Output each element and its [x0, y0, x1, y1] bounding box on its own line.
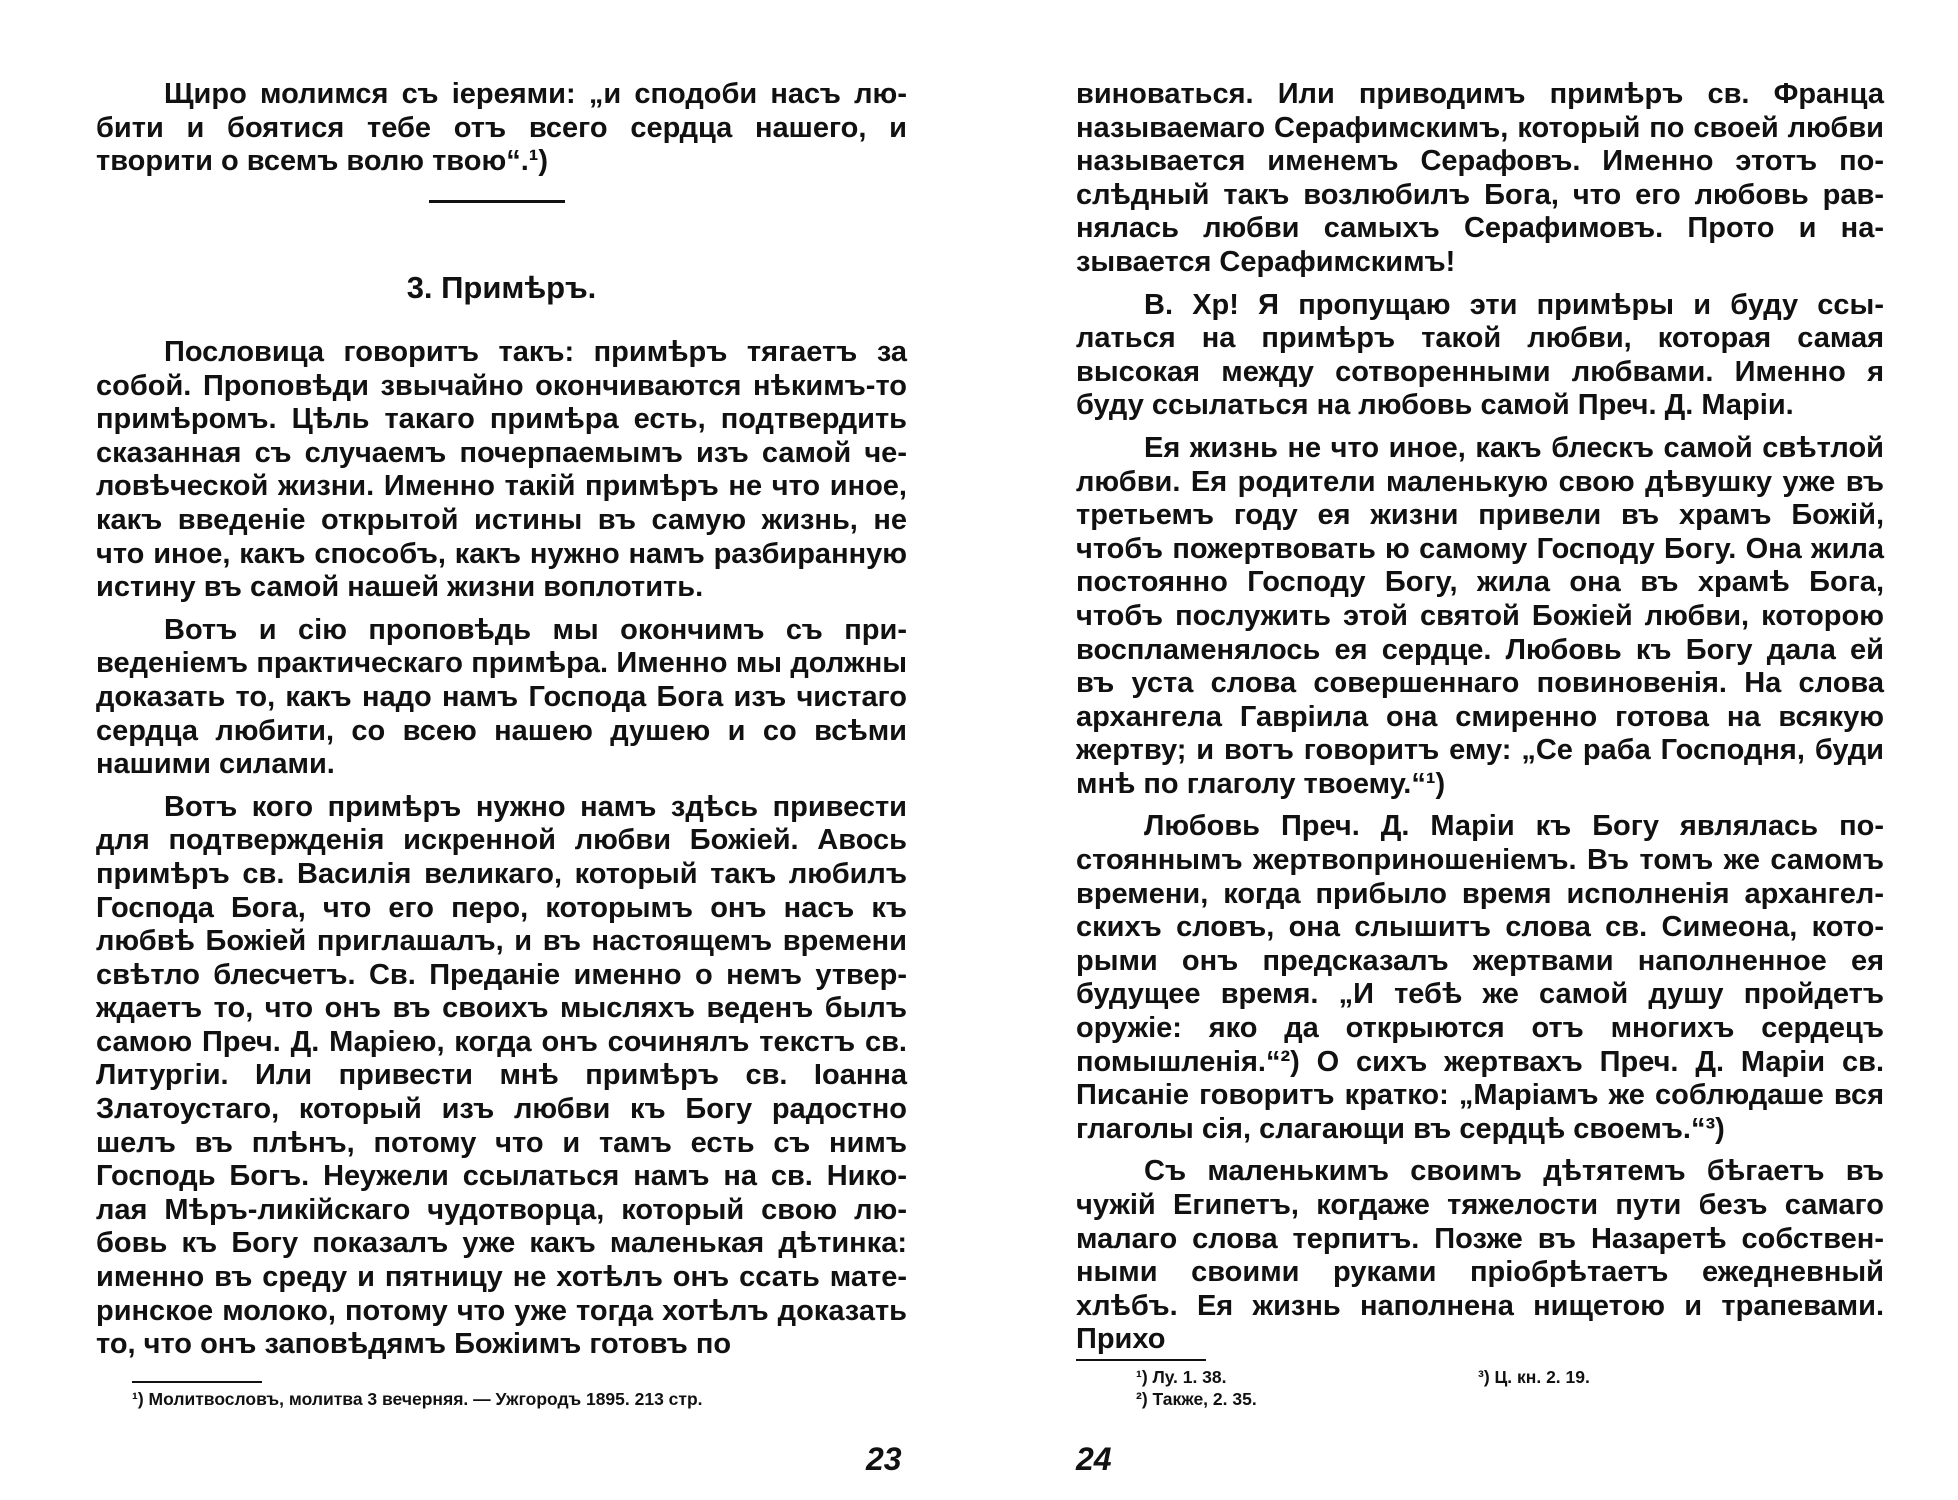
right-paragraph-3: Ея жизнь не что иное, какъ блескъ самой свѣтлой любви. Ея родители маленькую свою дѣвушку уже въ третьемъ году ея жизни привели въ храмъ Божiй, чтобъ пожертвовать ю самому Господу Богу. Она жила постоянно Господу Богу, жила она въ храмѣ Бога, чтобъ послужить этой святой Божiей любви, которою воспламенялось ея сердце. Любовь къ Богу дала ей въ уста слова совершеннаго повиновенiя. На слова архангела Гаврiила она смиренно готова на всякую жертву; и вотъ говоритъ ему: „Се раба Господня, буди мнѣ по глаголу твоему.“¹) [1076, 431, 1884, 800]
left-body [96, 336, 907, 1371]
footnote-3: ³) Ц. кн. 2. 19. [1478, 1367, 1590, 1387]
section-heading: 3. Примѣръ. [406, 270, 597, 305]
right-paragraph-1: виноваться. Или приводимъ примѣръ св. Франца называемаго Серафимскимъ, который по своей любви называется именемъ Серафовъ. Именно этотъ послѣдный такъ возлюбилъ Бога, что его любовь равнялась любви самыхъ Серафимовъ. Прото и называется Серафимскимъ! [1076, 78, 1884, 278]
page-number: 23 [866, 1441, 902, 1477]
footnote: ¹) Молитвословъ, молитва 3 вечерняя. — Ужгородъ 1895. 213 стр. [132, 1389, 703, 1409]
right-paragraph-2: В. Хр! Я пропущаю эти примѣры и буду ссылаться на примѣръ такой любви, которая самая высокая между сотворенными любвами. Именно я буду ссылаться на любовь самой Преч. Д. Марiи. [1076, 288, 1884, 422]
intro-block [96, 78, 907, 188]
left-page [96, 0, 907, 1500]
left-paragraph-2: Вотъ и сiю проповѣдь мы окончимъ съ приведенiемъ практическаго примѣра. Именно мы должны доказать то, какъ надо намъ Господа Бога изъ чистаго сердца любити, со всею нашею душею и со всѣми нашими силами. [96, 613, 907, 781]
footnote-rule [1076, 1359, 1206, 1361]
right-page [1076, 0, 1884, 1500]
footnote-2: ²) Также, 2. 35. [1136, 1389, 1257, 1409]
footnote-rule [132, 1381, 262, 1383]
footnote-1: ¹) Лу. 1. 38. [1136, 1367, 1227, 1387]
left-paragraph-1: Пословица говоритъ такъ: примѣръ тягаетъ за собой. Проповѣди звычайно окончиваются нѣкимъ-то примѣромъ. Цѣль такаго примѣра есть, подтвердить сказанная съ случаемъ почерпаемымъ изъ самой человѣческой жизни. Именно такiй примѣръ не что иное, какъ введенiе открытой истины въ самую жизнь, не что иное, какъ способъ, какъ нужно намъ разбиранную истину въ самой нашей жизни воплотить. [96, 336, 907, 604]
left-paragraph-3: Вотъ кого примѣръ нужно намъ здѣсь привести для подтвержденiя искренной любви Божiей. Авось примѣръ св. Василiя великаго, который такъ любилъ Господа Бога, что его перо, которымъ онъ насъ къ любвѣ Божiей приглашалъ, и въ настоящемъ времени свѣтло блесчетъ. Св. Преданiе именно о немъ утверждаетъ то, что онъ въ своихъ мысляхъ веденъ былъ самою Преч. Д. Марiею, когда онъ сочинялъ текстъ св. Литургiи. Или привести мнѣ примѣръ св. Iоанна Златоустаго, который изъ любви къ Богу радостно шелъ въ плѣнъ, потому что и тамъ есть съ нимъ Господь Богъ. Неужели ссылаться намъ на св. Николая Мѣръ-ликiйскаго чудотворца, который свою любовь къ Богу показалъ уже какъ маленькая дѣтинка: именно въ среду и пятницу не хотѣлъ онъ ссать материнское молоко, потому что уже тогда хотѣлъ доказать то, что онъ заповѣдямъ Божiимъ готовъ по [96, 790, 907, 1361]
right-paragraph-4: Любовь Преч. Д. Марiи къ Богу являлась постояннымъ жертвоприношенiемъ. Въ томъ же самомъ времени, когда прибыло время исполненiя архангелскихъ словъ, она слышитъ слова св. Симеона, которыми онъ предсказалъ жертвами наполненное ея будущее время. „И тебѣ же самой душу пройдетъ оружiе: яко да открыются отъ многихъ сердецъ помышленiя.“²) О сихъ жертвахъ Преч. Д. Марiи св. Писанiе говоритъ кратко: „Марiамъ же соблюдаше вся глаголы сiя, слагающи въ сердцѣ своемъ.“³) [1076, 810, 1884, 1145]
page-number: 24 [1076, 1441, 1112, 1477]
right-paragraph-5: Съ маленькимъ своимъ дѣтятемъ бѣгаетъ въ чужiй Египетъ, когдаже тяжелости пути безъ самаго малаго слова терпитъ. Позже въ Назаретѣ собственными своими руками прiобрѣтаетъ ежедневный хлѣбъ. Ея жизнь наполнена нищетою и трапевами. Прихо [1076, 1155, 1884, 1356]
section-divider [429, 200, 565, 203]
right-body [1076, 78, 1884, 1366]
intro-paragraph: Щиро молимся съ iереями: „и сподоби насъ любити и боятися тебе отъ всего сердца нашего, и творити о всемъ волю твою“.¹) [96, 78, 907, 178]
